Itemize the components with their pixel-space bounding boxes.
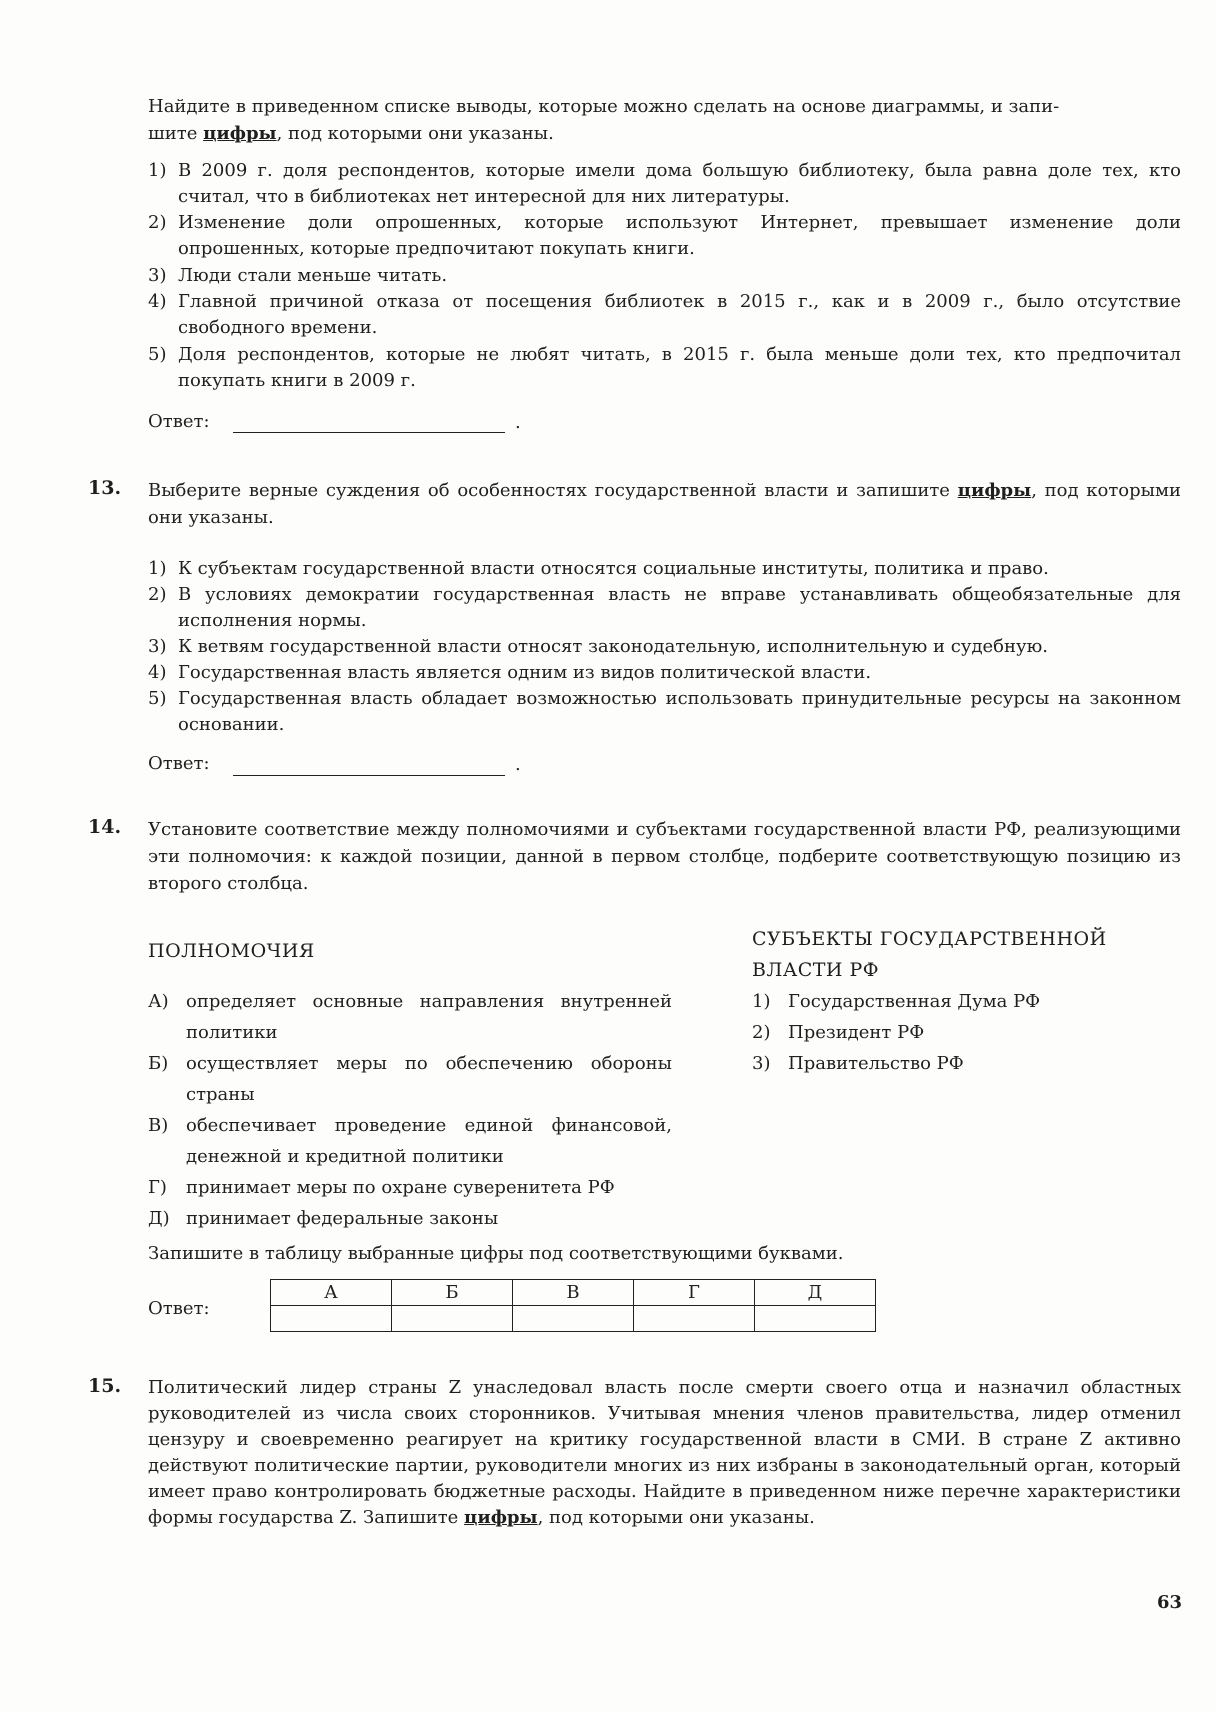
answer-cell[interactable] bbox=[392, 1306, 513, 1332]
subjects-header-line1: СУБЪЕКТЫ ГОСУДАРСТВЕННОЙ bbox=[752, 928, 1107, 950]
table-header-cell: А bbox=[271, 1280, 392, 1306]
list-item bbox=[148, 263, 1181, 289]
power-item bbox=[148, 1172, 708, 1203]
item-number: 3) bbox=[148, 636, 167, 657]
list-item bbox=[148, 342, 1181, 394]
item-letter: А) bbox=[148, 991, 169, 1012]
subject-item bbox=[752, 1048, 1152, 1079]
answer-cell[interactable] bbox=[634, 1306, 755, 1332]
power-item bbox=[148, 1048, 672, 1110]
item-number: 2) bbox=[148, 584, 167, 605]
q14-answer-table bbox=[270, 1279, 876, 1332]
q12-intro bbox=[148, 93, 1181, 147]
table-header-cell: Г bbox=[634, 1280, 755, 1306]
subject-item bbox=[752, 986, 1152, 1017]
item-number: 1) bbox=[752, 991, 771, 1012]
item-text: обеспечивает проведение единой финансовой, денежной и кредитной политики bbox=[186, 1115, 672, 1167]
q15-text-pre: Политический лидер страны Z унаследовал власть после смерти своего отца и назначил областных руководителей из числа своих сторонников. Учитывая мнения членов правительства, лидер отменил цензуру и своевременно реагирует на критику государственной власти в СМИ. В стране Z активно действуют политические партии, руководители многих из них избраны в законодательный орган, который имеет право контролировать бюджетные расходы. Найдите в приведенном ниже перечне характеристики формы государства Z. Запишите bbox=[148, 1377, 1181, 1528]
table-answer-row bbox=[271, 1306, 876, 1332]
item-number: 4) bbox=[148, 291, 167, 312]
answer-cell[interactable] bbox=[271, 1306, 392, 1332]
q12-intro-line1: Найдите в приведенном списке выводы, которые можно сделать на основе диаграммы, и запи- bbox=[148, 96, 1060, 117]
q12-answer-field[interactable] bbox=[233, 432, 505, 433]
item-text: Государственная власть является одним из видов политической власти. bbox=[178, 662, 872, 683]
q13-prompt bbox=[148, 477, 1181, 531]
table-header-cell: Д bbox=[755, 1280, 876, 1306]
item-text: Государственная Дума РФ bbox=[788, 991, 1041, 1012]
item-number: 2) bbox=[752, 1022, 771, 1043]
list-item bbox=[148, 582, 1181, 634]
item-number: 3) bbox=[752, 1053, 771, 1074]
q13-prompt-bold: цифры bbox=[957, 480, 1032, 501]
q13-number: 13. bbox=[88, 477, 122, 499]
answer-cell[interactable] bbox=[755, 1306, 876, 1332]
q13-prompt-post: , под которыми они указаны. bbox=[148, 480, 1181, 528]
item-number: 1) bbox=[148, 558, 167, 579]
table-header-cell: Б bbox=[392, 1280, 513, 1306]
item-text: Доля респондентов, которые не любят читать, в 2015 г. была меньше доли тех, кто предпочитал покупать книги в 2009 г. bbox=[178, 344, 1181, 391]
q12-intro-line2-pre: шите bbox=[148, 123, 204, 144]
q12-intro-line2-post: , под которыми они указаны. bbox=[276, 123, 554, 144]
q12-answer-label: Ответ: bbox=[148, 411, 210, 432]
item-text: К ветвям государственной власти относят законодательную, исполнительную и судебную. bbox=[178, 636, 1049, 657]
subject-item bbox=[752, 1017, 1152, 1048]
subjects-header-line2: ВЛАСТИ РФ bbox=[752, 959, 880, 981]
q14-prompt: Установите соответствие между полномочиями и субъектами государственной власти РФ, реализующими эти полномочия: к каждой позиции, данной в первом столбце, подберите соответствующую позицию из второго столбца. bbox=[148, 819, 1181, 894]
item-number: 5) bbox=[148, 688, 167, 709]
item-letter: Б) bbox=[148, 1053, 169, 1074]
item-number: 5) bbox=[148, 344, 167, 365]
item-text: Люди стали меньше читать. bbox=[178, 265, 448, 286]
item-text: принимает меры по охране суверенитета РФ bbox=[186, 1177, 615, 1198]
item-text: определяет основные направления внутренней политики bbox=[186, 991, 672, 1043]
q15-text-post: , под которыми они указаны. bbox=[537, 1507, 815, 1528]
power-item bbox=[148, 986, 672, 1048]
table-header-row bbox=[271, 1280, 876, 1306]
item-number: 2) bbox=[148, 212, 167, 233]
item-letter: Д) bbox=[148, 1208, 170, 1229]
item-text: В условиях демократии государственная власть не вправе устанавливать общеобязательные для исполнения нормы. bbox=[178, 584, 1181, 631]
table-header-cell: В bbox=[513, 1280, 634, 1306]
power-item bbox=[148, 1203, 708, 1234]
item-number: 3) bbox=[148, 265, 167, 286]
q13-prompt-pre: Выберите верные суждения об особенностях государственной власти и запишите bbox=[148, 480, 958, 501]
item-text: В 2009 г. доля респондентов, которые имели дома большую библиотеку, была равна доле тех, кто считал, что в библиотеках нет интересной для них литературы. bbox=[178, 160, 1181, 207]
item-text: Правительство РФ bbox=[788, 1053, 964, 1074]
list-item bbox=[148, 158, 1181, 210]
item-letter: В) bbox=[148, 1115, 169, 1136]
q15-number: 15. bbox=[88, 1375, 122, 1397]
item-text: Изменение доли опрошенных, которые используют Интернет, превышает изменение доли опрошенных, которые предпочитают покупать книги. bbox=[178, 212, 1181, 259]
q14-number: 14. bbox=[88, 816, 122, 838]
item-letter: Г) bbox=[148, 1177, 167, 1198]
list-item bbox=[148, 634, 1181, 660]
powers-column-header: ПОЛНОМОЧИЯ bbox=[148, 940, 315, 962]
list-item bbox=[148, 289, 1181, 341]
item-text: Главной причиной отказа от посещения библиотек в 2015 г., как и в 2009 г., было отсутствие свободного времени. bbox=[178, 291, 1181, 338]
q13-answer-field[interactable] bbox=[233, 775, 505, 776]
item-number: 1) bbox=[148, 160, 167, 181]
q14-answer-label: Ответ: bbox=[148, 1298, 210, 1319]
q15-text bbox=[148, 1375, 1181, 1531]
answer-cell[interactable] bbox=[513, 1306, 634, 1332]
list-item bbox=[148, 556, 1181, 582]
q13-answer-label: Ответ: bbox=[148, 753, 210, 774]
power-item bbox=[148, 1110, 672, 1172]
item-text: принимает федеральные законы bbox=[186, 1208, 499, 1229]
q12-intro-bold: цифры bbox=[203, 123, 277, 144]
list-item bbox=[148, 686, 1181, 738]
page-number: 63 bbox=[1157, 1592, 1183, 1613]
q13-answer-dot: . bbox=[515, 754, 521, 775]
list-item bbox=[148, 660, 1181, 686]
item-number: 4) bbox=[148, 662, 167, 683]
q15-text-bold: цифры bbox=[464, 1507, 538, 1528]
list-item bbox=[148, 210, 1181, 262]
item-text: К субъектам государственной власти относятся социальные институты, политика и право. bbox=[178, 558, 1049, 579]
item-text: Государственная власть обладает возможностью использовать принудительные ресурсы на законном основании. bbox=[178, 688, 1181, 735]
q14-table-instruction: Запишите в таблицу выбранные цифры под соответствующими буквами. bbox=[148, 1243, 844, 1264]
q12-answer-dot: . bbox=[515, 412, 521, 433]
item-text: Президент РФ bbox=[788, 1022, 925, 1043]
subjects-column-header bbox=[752, 924, 1107, 986]
item-text: осуществляет меры по обеспечению обороны страны bbox=[186, 1053, 672, 1105]
